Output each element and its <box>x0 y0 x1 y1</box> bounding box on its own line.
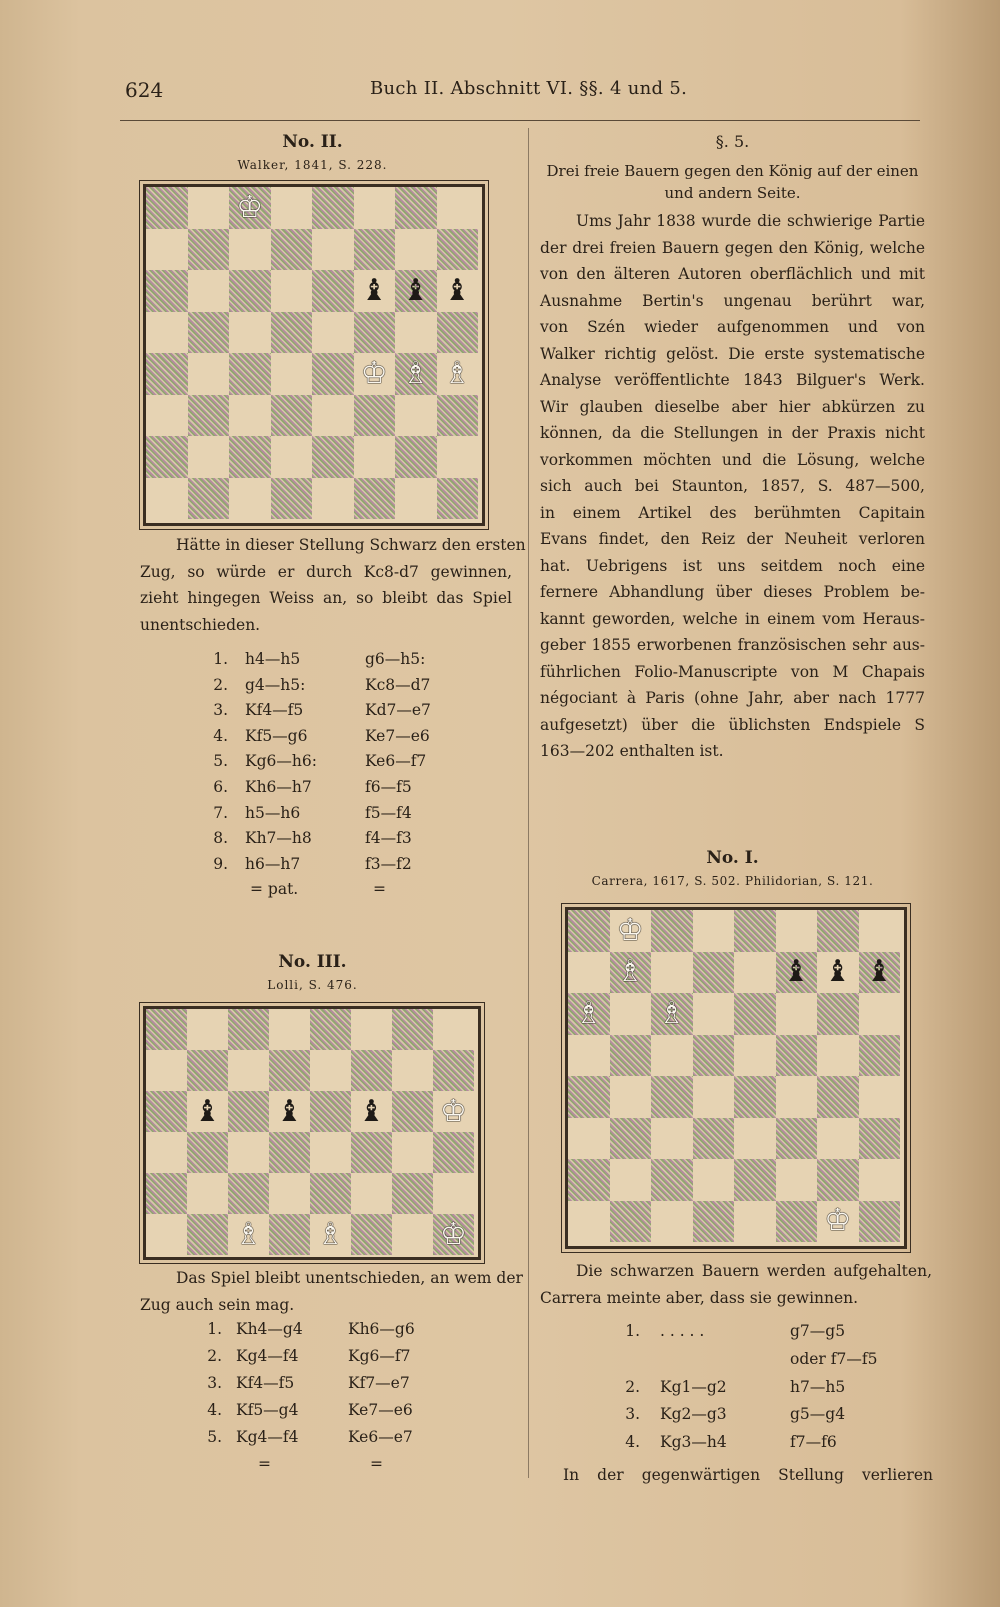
board-square-f7 <box>351 1050 392 1091</box>
board-square-g4 <box>817 1076 859 1118</box>
section-title-line-1: Drei freie Bauern gegen den König auf der einen <box>546 162 919 180</box>
black-move: f7—f6 <box>790 1433 837 1452</box>
board-square-e4 <box>312 353 354 395</box>
diagram-2-source: Walker, 1841, S. 228. <box>237 158 388 172</box>
white-move: Kg1—g2 <box>660 1377 727 1396</box>
continuation-line <box>563 1462 933 1489</box>
white-king-icon: ♔ <box>440 1093 467 1129</box>
text-line: Wir glauben dieselbe aber hier abkürzen zu <box>540 397 925 416</box>
move-number: 4. <box>207 1401 222 1419</box>
result-black: = <box>373 880 386 899</box>
result-black: = <box>370 1455 383 1473</box>
text-line: In der gegenwärtigen Stellung verlieren <box>563 1466 933 1484</box>
board-square-f5 <box>351 1132 392 1173</box>
board-square-d6 <box>271 270 313 312</box>
board-square-f8 <box>776 910 818 952</box>
white-bishop-icon: ♗ <box>317 1216 344 1252</box>
board-square-g8 <box>817 910 859 952</box>
board-square-g3 <box>395 395 437 437</box>
board-square-g7 <box>395 229 437 271</box>
board-square-b1 <box>610 1201 652 1243</box>
white-move: h5—h6 <box>245 803 301 822</box>
text-line: der drei freien Bauern gegen den König, welche <box>540 238 925 257</box>
board-square-f8 <box>351 1009 392 1050</box>
black-bishop-icon: ♝ <box>194 1093 221 1129</box>
board-square-a5 <box>568 1035 610 1077</box>
board-square-h6 <box>859 993 901 1035</box>
white-move: Kf4—f5 <box>236 1374 295 1392</box>
board-square-c4 <box>229 353 271 395</box>
white-bishop-icon: ♗ <box>575 995 603 1031</box>
text-line: hat. Uebrigens ist uns seitdem noch eine <box>540 556 925 575</box>
board-square-b3 <box>188 395 230 437</box>
white-bishop-icon: ♗ <box>235 1216 262 1252</box>
result-white: = <box>258 1455 271 1473</box>
board-square-d5 <box>693 1035 735 1077</box>
board-square-a2 <box>568 1159 610 1201</box>
text-line: Analyse veröffentlichte 1843 Bilguer's Werk. <box>540 371 925 389</box>
board-square-g5 <box>392 1132 433 1173</box>
diagram-1-commentary <box>540 1258 932 1311</box>
board-square-a3 <box>146 395 188 437</box>
board-square-h3 <box>437 395 479 437</box>
board-square-d1 <box>271 478 313 520</box>
board-square-d4 <box>693 1076 735 1118</box>
white-bishop-icon: ♗ <box>402 355 430 391</box>
black-bishop-icon: ♝ <box>865 954 893 990</box>
board-square-c5 <box>229 312 271 354</box>
board-square-g5 <box>395 312 437 354</box>
black-move: Kc8—d7 <box>365 675 431 694</box>
board-square-c4 <box>228 1173 269 1214</box>
board-square-g4 <box>392 1173 433 1214</box>
board-square-d8 <box>271 187 313 229</box>
board-square-h7 <box>433 1050 474 1091</box>
board-square-c5 <box>651 1035 693 1077</box>
board-square-h1 <box>437 478 479 520</box>
section-body-paragraph <box>540 208 925 765</box>
board-square-h8 <box>437 187 479 229</box>
board-square-c8 <box>651 910 693 952</box>
diagram-2-title: No. II. <box>282 132 343 152</box>
black-move: Kh6—g6 <box>348 1320 415 1338</box>
board-square-g2 <box>817 1159 859 1201</box>
black-bishop-icon: ♝ <box>358 1093 385 1129</box>
board-square-c8 <box>228 1009 269 1050</box>
board-square-g6 <box>817 993 859 1035</box>
text-line: Ausnahme Bertin's ungenau berührt war, <box>540 291 925 310</box>
result-white: = pat. <box>250 880 299 899</box>
text-line: unentschieden. <box>140 615 261 634</box>
board-square-a5 <box>146 312 188 354</box>
text-line: in einem Artikel des berühmten Capitain <box>540 503 925 522</box>
move-number: 3. <box>213 701 228 720</box>
board-square-e2 <box>734 1159 776 1201</box>
white-move: Kf5—g4 <box>236 1401 299 1419</box>
board-square-c7 <box>228 1050 269 1091</box>
text-line: Die schwarzen Bauern werden aufgehalten, <box>576 1262 932 1280</box>
black-move: f5—f4 <box>365 803 412 822</box>
board-square-a5 <box>146 1132 187 1173</box>
board-square-g3 <box>392 1214 433 1255</box>
board-square-e3 <box>734 1118 776 1160</box>
board-square-h3 <box>859 1118 901 1160</box>
section-title-line-2: und andern Seite. <box>664 184 801 202</box>
board-square-b5 <box>187 1132 228 1173</box>
text-line: führlichen Folio-Manuscripte von M Chapais <box>540 662 925 681</box>
board-square-c1 <box>229 478 271 520</box>
board-square-e7 <box>312 229 354 271</box>
board-square-d3 <box>693 1118 735 1160</box>
black-move: g6—h5: <box>365 650 426 668</box>
board-square-f1 <box>354 478 396 520</box>
text-line: Zug auch sein mag. <box>140 1295 295 1314</box>
board-square-b4 <box>610 1076 652 1118</box>
white-move: Kh7—h8 <box>245 829 312 848</box>
board-square-c7 <box>651 952 693 994</box>
text-line: geber 1855 erworbenen französischen sehr aus- <box>540 636 925 654</box>
board-square-f7 <box>354 229 396 271</box>
chess-diagram-no-3 <box>143 1006 481 1260</box>
diagram-3-source: Lolli, S. 476. <box>267 978 358 992</box>
board-square-g5 <box>817 1035 859 1077</box>
move-number: 6. <box>213 778 228 796</box>
board-square-a7 <box>146 229 188 271</box>
white-king-icon: ♔ <box>236 189 264 225</box>
white-move: Kf5—g6 <box>245 726 308 745</box>
board-square-d4 <box>269 1173 310 1214</box>
board-square-h5 <box>433 1132 474 1173</box>
move-number: 9. <box>213 854 228 873</box>
board-square-c6 <box>229 270 271 312</box>
board-square-a4 <box>146 353 188 395</box>
text-line: können, da die Stellungen in der Praxis nicht <box>540 424 925 442</box>
move-number: 4. <box>625 1433 640 1452</box>
text-line: Carrera meinte aber, dass sie gewinnen. <box>540 1288 859 1307</box>
board-square-d7 <box>269 1050 310 1091</box>
text-line: 163—202 enthalten ist. <box>540 742 724 760</box>
board-square-h8 <box>433 1009 474 1050</box>
board-square-e5 <box>734 1035 776 1077</box>
board-square-f8 <box>354 187 396 229</box>
black-move: Kf7—e7 <box>348 1374 410 1392</box>
board-square-b8 <box>187 1009 228 1050</box>
board-square-c4 <box>651 1076 693 1118</box>
header-rule <box>120 120 920 121</box>
text-line: vorkommen möchten und die Lösung, welche <box>540 450 925 469</box>
board-square-e7 <box>310 1050 351 1091</box>
board-square-d2 <box>693 1159 735 1201</box>
board-square-c1 <box>651 1201 693 1243</box>
board-square-a4 <box>568 1076 610 1118</box>
text-line: Zug, so würde er durch Kc8-d7 gewinnen, <box>140 562 512 581</box>
board-square-b2 <box>610 1159 652 1201</box>
board-square-h2 <box>859 1159 901 1201</box>
move-number: 1. <box>207 1320 222 1338</box>
board-square-h2 <box>437 436 479 478</box>
diagram-1-title: No. I. <box>706 848 759 868</box>
running-head: Buch II. Abschnitt VI. §§. 4 und 5. <box>370 78 688 99</box>
black-move: h7—h5 <box>790 1377 846 1396</box>
white-move: Kh6—h7 <box>245 778 312 796</box>
board-square-a6 <box>146 270 188 312</box>
black-move: f6—f5 <box>365 778 412 796</box>
white-move: Kg4—f4 <box>236 1428 299 1446</box>
text-line: fernere Abhandlung über dieses Problem be- <box>540 583 925 601</box>
diagram-1-source: Carrera, 1617, S. 502. Philidorian, S. 121. <box>591 874 874 888</box>
board-square-a1 <box>146 478 188 520</box>
board-square-e6 <box>734 993 776 1035</box>
black-move: Ke7—e6 <box>348 1401 413 1419</box>
text-line: Hätte in dieser Stellung Schwarz den ersten <box>176 536 526 554</box>
board-square-e5 <box>312 312 354 354</box>
board-square-a1 <box>568 1201 610 1243</box>
white-bishop-icon: ♗ <box>616 954 644 990</box>
black-move: Kd7—e7 <box>365 701 431 720</box>
black-move: Ke7—e6 <box>365 726 430 745</box>
board-square-e4 <box>310 1173 351 1214</box>
board-square-h7 <box>437 229 479 271</box>
board-square-e8 <box>734 910 776 952</box>
board-square-d5 <box>269 1132 310 1173</box>
white-king-icon: ♔ <box>616 912 644 948</box>
board-square-h5 <box>437 312 479 354</box>
diagram-3-commentary <box>140 1265 523 1318</box>
black-bishop-icon: ♝ <box>276 1093 303 1129</box>
board-square-d7 <box>271 229 313 271</box>
board-square-c6 <box>228 1091 269 1132</box>
move-number: 2. <box>213 675 228 694</box>
board-square-e8 <box>312 187 354 229</box>
board-square-a6 <box>146 1091 187 1132</box>
white-king-icon: ♔ <box>824 1203 852 1239</box>
white-move: Kf4—f5 <box>245 701 304 720</box>
board-square-f1 <box>776 1201 818 1243</box>
text-line: négociant à Paris (ohne Jahr, aber nach 1777 <box>540 689 925 707</box>
black-move: Ke6—e7 <box>348 1428 413 1446</box>
board-square-e6 <box>310 1091 351 1132</box>
text-line: Evans findet, den Reiz der Neuheit verloren <box>540 530 925 548</box>
section-number: §. 5. <box>715 132 750 151</box>
board-square-c3 <box>229 395 271 437</box>
board-square-d5 <box>271 312 313 354</box>
black-move: oder f7—f5 <box>790 1349 878 1368</box>
board-square-g6 <box>392 1091 433 1132</box>
move-number: 2. <box>207 1347 222 1365</box>
black-bishop-icon: ♝ <box>443 272 471 308</box>
board-square-e4 <box>734 1076 776 1118</box>
white-move: . . . . . <box>660 1322 705 1340</box>
board-square-a3 <box>146 1214 187 1255</box>
board-square-f5 <box>776 1035 818 1077</box>
board-square-g3 <box>817 1118 859 1160</box>
board-square-h1 <box>859 1201 901 1243</box>
board-square-d6 <box>693 993 735 1035</box>
black-move: Ke6—f7 <box>365 752 427 771</box>
board-square-e7 <box>734 952 776 994</box>
white-move: Kh4—g4 <box>236 1320 303 1338</box>
board-square-g7 <box>392 1050 433 1091</box>
board-square-d1 <box>693 1201 735 1243</box>
black-move: f3—f2 <box>365 854 412 873</box>
text-line: sich auch bei Staunton, 1857, S. 487—500, <box>540 477 925 495</box>
column-divider <box>528 128 529 1478</box>
board-square-a4 <box>146 1173 187 1214</box>
white-move: h6—h7 <box>245 854 301 873</box>
board-square-d4 <box>271 353 313 395</box>
text-line: kannt geworden, welche in einem vom Heraus- <box>540 609 925 628</box>
text-line: von Szén wieder aufgenommen und von <box>540 318 925 336</box>
board-square-e3 <box>312 395 354 437</box>
text-line: aufgesetzt) über die üblichsten Endspiele S <box>540 715 925 734</box>
white-move: Kg6—h6: <box>245 752 317 771</box>
board-square-a7 <box>146 1050 187 1091</box>
move-number: 8. <box>213 829 228 848</box>
move-number: 2. <box>625 1377 640 1396</box>
board-square-g2 <box>395 436 437 478</box>
white-move: h4—h5 <box>245 650 301 668</box>
chess-diagram-no-2 <box>143 184 485 526</box>
board-square-c2 <box>651 1159 693 1201</box>
board-square-b7 <box>188 229 230 271</box>
move-number: 4. <box>213 726 228 745</box>
board-square-d3 <box>271 395 313 437</box>
board-square-d8 <box>269 1009 310 1050</box>
board-square-e6 <box>312 270 354 312</box>
white-bishop-icon: ♗ <box>443 355 471 391</box>
board-square-b5 <box>188 312 230 354</box>
move-number: 5. <box>207 1428 222 1446</box>
board-square-e5 <box>310 1132 351 1173</box>
board-square-f6 <box>776 993 818 1035</box>
black-bishop-icon: ♝ <box>402 272 430 308</box>
board-square-b3 <box>610 1118 652 1160</box>
board-square-f5 <box>354 312 396 354</box>
text-line: Walker richtig gelöst. Die erste systematische <box>540 344 925 363</box>
move-number: 1. <box>625 1322 640 1340</box>
board-square-d8 <box>693 910 735 952</box>
black-move: f4—f3 <box>365 829 412 848</box>
board-square-e1 <box>734 1201 776 1243</box>
board-square-b4 <box>187 1173 228 1214</box>
board-square-a8 <box>568 910 610 952</box>
board-square-a7 <box>568 952 610 994</box>
board-square-f2 <box>354 436 396 478</box>
move-number: 3. <box>625 1405 640 1424</box>
page-number: 624 <box>125 78 164 102</box>
board-square-d3 <box>269 1214 310 1255</box>
board-square-h5 <box>859 1035 901 1077</box>
diagram-2-commentary <box>140 532 526 638</box>
move-number: 1. <box>213 650 228 668</box>
board-square-a3 <box>568 1118 610 1160</box>
black-move: g5—g4 <box>790 1405 846 1424</box>
white-king-icon: ♔ <box>360 355 388 391</box>
page-header <box>0 72 1000 112</box>
board-square-a2 <box>146 436 188 478</box>
white-king-icon: ♔ <box>440 1216 467 1252</box>
board-square-b3 <box>187 1214 228 1255</box>
black-bishop-icon: ♝ <box>824 954 852 990</box>
board-square-g8 <box>395 187 437 229</box>
white-move: Kg4—f4 <box>236 1347 299 1365</box>
board-square-f4 <box>776 1076 818 1118</box>
board-square-c7 <box>229 229 271 271</box>
board-square-f3 <box>776 1118 818 1160</box>
board-square-e1 <box>312 478 354 520</box>
board-square-b1 <box>188 478 230 520</box>
board-square-e2 <box>312 436 354 478</box>
board-square-c2 <box>229 436 271 478</box>
text-line: von den älteren Autoren oberflächlich und mit <box>540 265 925 283</box>
board-square-f4 <box>351 1173 392 1214</box>
board-square-f3 <box>354 395 396 437</box>
board-square-b8 <box>188 187 230 229</box>
board-square-g8 <box>392 1009 433 1050</box>
board-square-h4 <box>433 1173 474 1214</box>
board-square-b7 <box>187 1050 228 1091</box>
black-bishop-icon: ♝ <box>782 954 810 990</box>
chess-diagram-no-1 <box>565 907 907 1249</box>
board-square-b4 <box>188 353 230 395</box>
board-square-b6 <box>188 270 230 312</box>
white-move: Kg3—h4 <box>660 1433 727 1452</box>
board-square-d7 <box>693 952 735 994</box>
board-square-b5 <box>610 1035 652 1077</box>
board-square-b2 <box>188 436 230 478</box>
board-square-h4 <box>859 1076 901 1118</box>
board-square-g1 <box>395 478 437 520</box>
board-square-f3 <box>351 1214 392 1255</box>
board-square-f2 <box>776 1159 818 1201</box>
move-number: 3. <box>207 1374 222 1392</box>
black-move: g7—g5 <box>790 1322 846 1340</box>
board-square-c5 <box>228 1132 269 1173</box>
board-square-h8 <box>859 910 901 952</box>
white-bishop-icon: ♗ <box>658 995 686 1031</box>
white-move: Kg2—g3 <box>660 1405 727 1424</box>
text-line: Das Spiel bleibt unentschieden, an wem der <box>176 1269 523 1287</box>
board-square-b6 <box>610 993 652 1035</box>
diagram-3-title: No. III. <box>278 952 347 972</box>
board-square-c3 <box>651 1118 693 1160</box>
text-line: Ums Jahr 1838 wurde die schwierige Partie <box>576 212 925 230</box>
move-number: 5. <box>213 752 228 771</box>
black-move: Kg6—f7 <box>348 1347 411 1365</box>
white-move: g4—h5: <box>245 675 306 694</box>
black-bishop-icon: ♝ <box>360 272 388 308</box>
text-line: zieht hingegen Weiss an, so bleibt das Spiel <box>140 589 512 607</box>
move-number: 7. <box>213 803 228 822</box>
board-square-e8 <box>310 1009 351 1050</box>
board-square-a8 <box>146 187 188 229</box>
board-square-a8 <box>146 1009 187 1050</box>
board-square-d2 <box>271 436 313 478</box>
